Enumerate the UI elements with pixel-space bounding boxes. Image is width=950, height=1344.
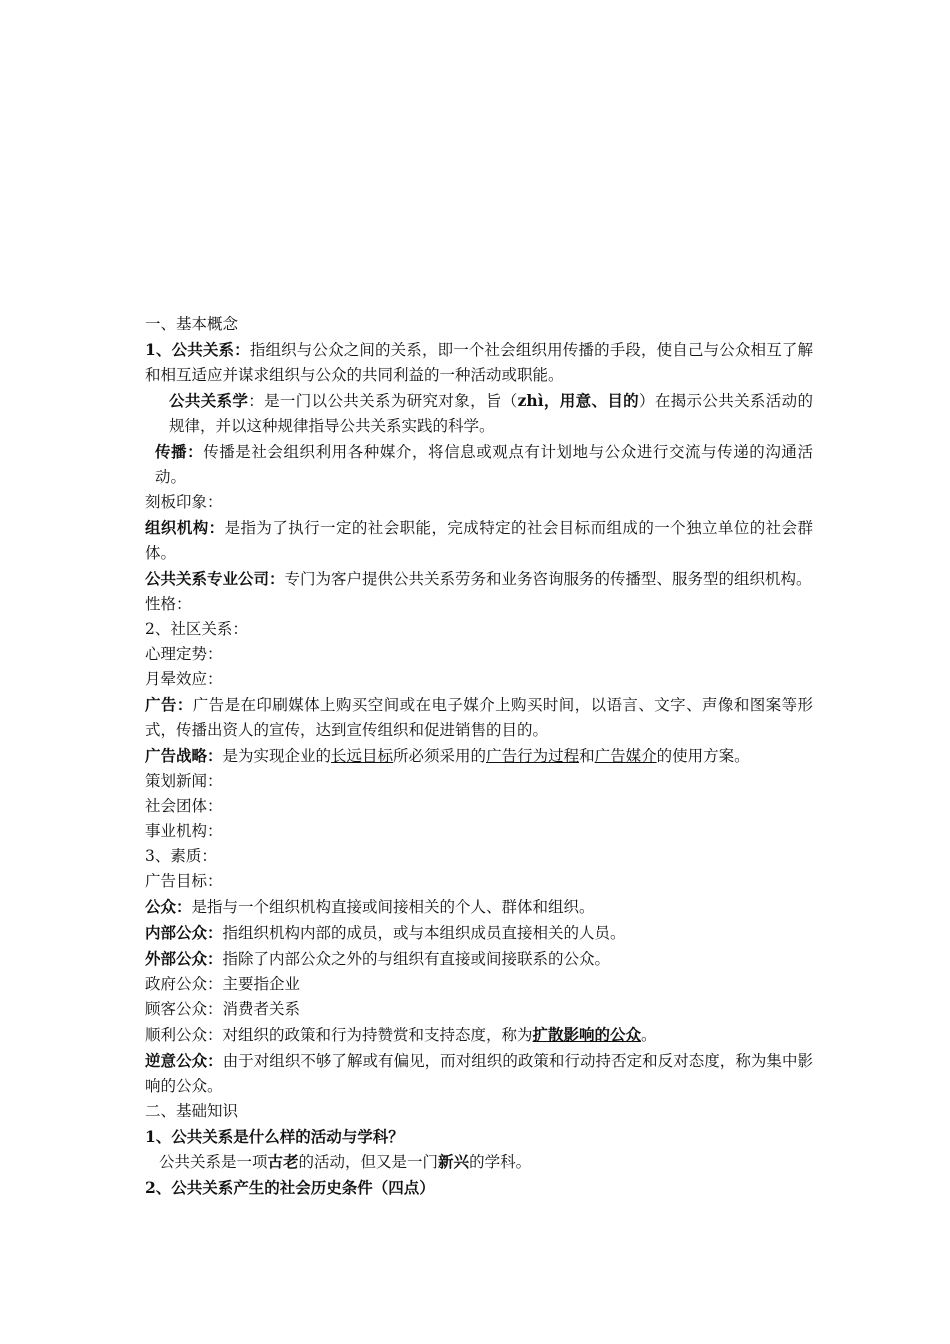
line-social-groups: 社会团体： (145, 797, 223, 815)
bold-underlined-phrase: 扩散影响的公众 (532, 1025, 642, 1044)
question-2: 2、公共关系产生的社会历史条件（四点） (145, 1178, 435, 1197)
line-government-public: 政府公众：主要指企业 (145, 975, 301, 993)
definition: 传播是社会组织利用各种媒介，将信息或观点有计划地与公众进行交流与传递的沟通活动。 (155, 443, 813, 486)
line-community-relations: 2、社区关系： (145, 620, 248, 638)
underlined-phrase: 广告媒介 (594, 747, 657, 765)
definition-ad-strategy (145, 743, 813, 769)
definition-public (145, 894, 813, 920)
term: 公众： (145, 897, 192, 916)
definition: 指组织与公众之间的关系，即一个社会组织用传播的手段，使自己与公众相互了解和相互适应并谋求组织与公众的共同利益的一种活动或职能。 (145, 341, 813, 384)
definition: 是指与一个组织机构直接或间接相关的个人、群体和组织。 (191, 898, 595, 916)
line-mental-set: 心理定势： (145, 645, 223, 663)
definition-part: 的使用方案。 (656, 747, 750, 765)
document-body (145, 312, 813, 1200)
definition-pr-science (145, 388, 813, 439)
definition-advertising (145, 692, 813, 743)
definition-bold-part: zhì，用意、目的 (517, 391, 640, 410)
line-public-institutions: 事业机构： (145, 822, 223, 840)
term: 组织机构： (145, 518, 225, 537)
term: 公共关系专业公司： (145, 569, 285, 588)
term: 1、公共关系： (145, 340, 250, 359)
definition-part: ：是一门以公共关系为研究对象，旨（ (248, 392, 518, 410)
definition-external-public (145, 946, 813, 972)
definition-adverse-public (145, 1048, 813, 1099)
line-halo-effect: 月晕效应： (145, 670, 223, 688)
line-customer-public: 顾客公众：消费者关系 (145, 1000, 301, 1018)
definition-organization (145, 515, 813, 566)
definition-communication (145, 439, 813, 490)
section-heading-basics: 二、基础知识 (145, 1102, 239, 1120)
definition: 由于对组织不够了解或有偏见，而对组织的政策和行动持否定和反对态度，称为集中影响的公众。 (145, 1052, 813, 1095)
answer-1 (145, 1149, 813, 1175)
term: 外部公众： (145, 949, 223, 968)
underlined-phrase: 广告行为过程 (486, 747, 580, 765)
definition-part: 和 (579, 747, 595, 765)
bold-word: 新兴 (438, 1152, 470, 1171)
definition: 指除了内部公众之外的与组织有直接或间接联系的公众。 (222, 950, 611, 968)
definition-public-relations (145, 337, 813, 388)
definition-part: 是为实现企业的 (222, 747, 332, 765)
definition-favorable-public (145, 1022, 813, 1048)
bold-word: 古老 (267, 1152, 299, 1171)
definition: 专门为客户提供公共关系劳务和业务咨询服务的传播型、服务型的组织机构。 (284, 570, 812, 588)
term: 广告战略： (145, 746, 223, 765)
line-planned-news: 策划新闻： (145, 772, 223, 790)
term: 传播： (155, 442, 204, 461)
term: 逆意公众： (145, 1051, 223, 1070)
term: 广告： (145, 695, 193, 714)
line-stereotype: 刻板印象： (145, 493, 223, 511)
question-1: 1、公共关系是什么样的活动与学科？ (145, 1127, 404, 1146)
definition-part: 所必须采用的 (393, 747, 487, 765)
definition-part: 顺利公众：对组织的政策和行为持赞赏和支持态度，称为 (145, 1026, 533, 1044)
answer-part: 的活动，但又是一门 (298, 1153, 439, 1171)
line-quality: 3、素质： (145, 847, 217, 865)
section-heading-basic-concepts: 一、基本概念 (145, 315, 239, 333)
line-personality: 性格： (145, 595, 192, 613)
answer-part: 的学科。 (469, 1153, 532, 1171)
definition-pr-firm (145, 566, 813, 592)
definition-part: 。 (641, 1026, 657, 1044)
definition: 指组织机构内部的成员，或与本组织成员直接相关的人员。 (222, 924, 626, 942)
term: 公共关系学 (169, 391, 249, 410)
answer-part: 公共关系是一项 (159, 1153, 268, 1171)
definition: 是指为了执行一定的社会职能，完成特定的社会目标而组成的一个独立单位的社会群体。 (145, 519, 813, 562)
definition-internal-public (145, 920, 813, 946)
definition: 广告是在印刷媒体上购买空间或在电子媒介上购买时间，以语言、文字、声像和图案等形式，传播出资人的宣传，达到宣传组织和促进销售的目的。 (145, 696, 813, 739)
definition-part: ）在揭示公共关系活动的规律，并以这种规律指导公共关系实践的科学。 (169, 392, 813, 435)
term: 内部公众： (145, 923, 223, 942)
underlined-phrase: 长远目标 (331, 747, 394, 765)
line-ad-goals: 广告目标： (145, 872, 223, 890)
